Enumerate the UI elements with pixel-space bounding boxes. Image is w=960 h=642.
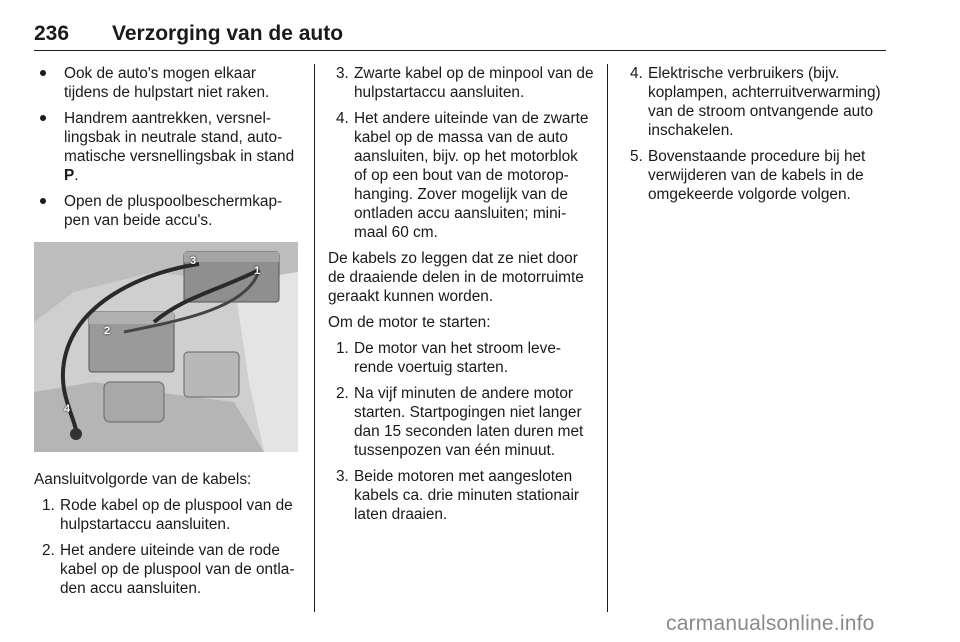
column-divider <box>314 64 315 612</box>
callout-2: 2 <box>104 325 111 337</box>
connect-heading: Aansluitvolgorde van de kabels: <box>34 471 252 488</box>
list-item: 4. Elektrische verbruikers (bijv. koplampen, achterruitverwarming) van de stroom ontvangende auto inschakelen. <box>630 65 881 139</box>
column-right <box>622 64 886 211</box>
watermark: carmanualsonline.info <box>666 612 875 635</box>
bullet-item: Ook de auto's mogen elkaar tijdens de hulpstart niet raken. <box>34 64 302 102</box>
bullet-item: Handrem aantrekken, versnellingsbak in neutrale stand, automatische versnellingsbak in stand P. <box>34 109 302 185</box>
paragraph: De kabels zo leggen dat ze niet door de draaiende delen in de motorruimte geraakt kunnen worden. <box>328 250 584 305</box>
list-item: 4. Het andere uiteinde van de zwarte kabel op de massa van de auto aansluiten, bijv. op het motorblok of op een bout van de motorophanging. Zover mogelijk van de ontladen accu aansluiten; minimaal 60 cm. <box>336 110 589 241</box>
gear-letter: P <box>64 167 75 184</box>
callout-1: 1 <box>254 265 261 277</box>
list-item: 2. Na vijf minuten de andere motor starten. Startpogingen niet langer dan 15 seconden laten duren met tussenpozen van één minuut. <box>336 385 584 459</box>
jump-start-illustration <box>34 242 298 452</box>
callout-3: 3 <box>190 255 197 267</box>
list-item: 1. Rode kabel op de pluspool van de hulpstartaccu aansluiten. <box>42 497 293 533</box>
list-item: 1. De motor van het stroom leverende voertuig starten. <box>336 340 562 376</box>
column-divider <box>607 64 608 612</box>
bullet-item: Open de pluspoolbeschermkappen van beide accu's. <box>34 192 302 230</box>
page-header <box>34 22 886 51</box>
column-left <box>34 64 302 605</box>
list-item: 3. Beide motoren met aangesloten kabels ca. drie minuten stationair laten draaien. <box>336 468 579 523</box>
callout-4: 4 <box>64 403 71 415</box>
list-item: 2. Het andere uiteinde van de rode kabel op de pluspool van de ontladen accu aansluiten. <box>42 542 295 597</box>
list-item: 5. Bovenstaande procedure bij het verwijderen van de kabels in de omgekeerde volgorde volgen. <box>630 148 866 203</box>
page-title: Verzorging van de auto <box>112 22 344 45</box>
paragraph: Om de motor te starten: <box>328 314 491 331</box>
page-number: 236 <box>34 22 70 45</box>
list-item: 3. Zwarte kabel op de minpool van de hulpstartaccu aansluiten. <box>336 65 594 101</box>
column-middle <box>328 64 594 531</box>
